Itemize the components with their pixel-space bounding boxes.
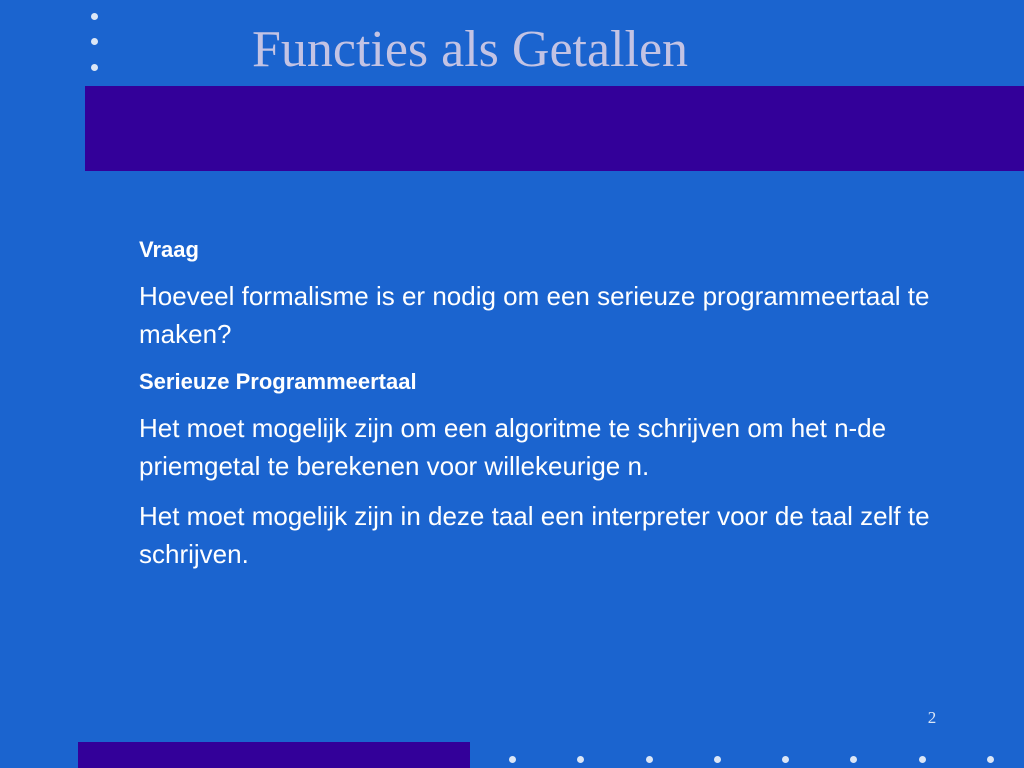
decorative-dot xyxy=(919,756,926,763)
slide-content xyxy=(139,233,949,585)
decorative-dot xyxy=(987,756,994,763)
decorative-dot xyxy=(509,756,516,763)
heading-serieuze-programmeertaal: Serieuze Programmeertaal xyxy=(139,369,417,394)
decorative-dot xyxy=(577,756,584,763)
paragraph-requirement-prime: Het moet mogelijk zijn om een algoritme te schrijven om het n-de priemgetal te berekenen voor willekeurige n. xyxy=(139,413,887,481)
slide-title: Functies als Getallen xyxy=(251,21,689,78)
decorative-dot xyxy=(850,756,857,763)
paragraph-question: Hoeveel formalisme is er nodig om een serieuze programmeertaal te maken? xyxy=(139,281,930,349)
page-number: 2 xyxy=(927,708,937,727)
heading-vraag: Vraag xyxy=(139,237,199,262)
decorative-dot xyxy=(646,756,653,763)
decorative-dot xyxy=(782,756,789,763)
bottom-band xyxy=(78,742,470,768)
paragraph-requirement-interpreter: Het moet mogelijk zijn in deze taal een interpreter voor de taal zelf te schrijven. xyxy=(139,501,930,569)
decorative-dot xyxy=(714,756,721,763)
